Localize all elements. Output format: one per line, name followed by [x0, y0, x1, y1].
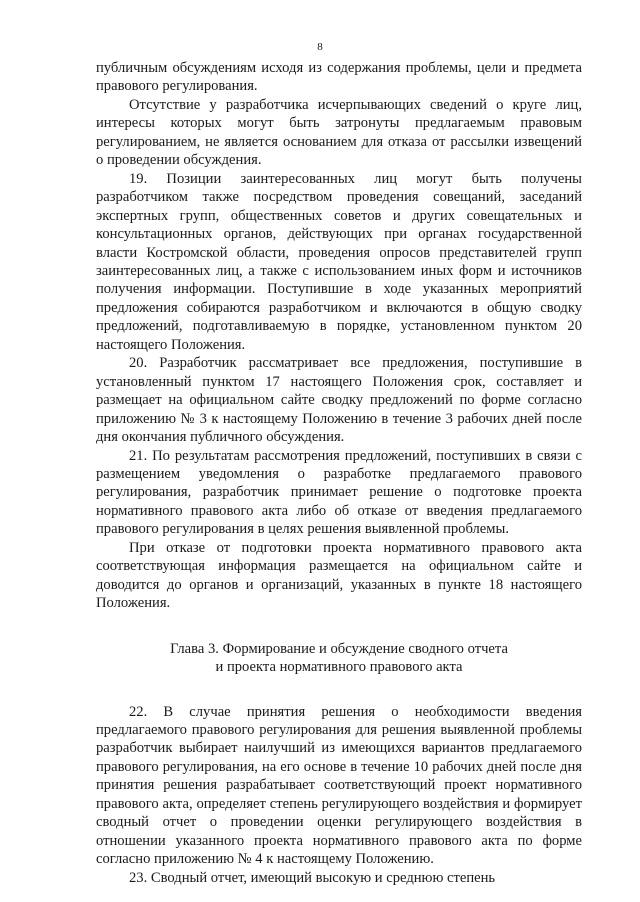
paragraph-item-22: 22. В случае принятия решения о необходимости введения предлагаемого правового регулирования для решения выявленной проблемы разработчик выбирает наилучший из имеющихся вариантов предлагаемого правового регулирования, на его основе в течение 10 рабочих дней после дня принятия решения разрабатывает соответствующий проект нормативного правового акта, определяет степень регулирующего воздействия и формирует сводный отчет о проведении оценки регулирующего воздействия в отношении указанного проекта нормативного правового акта по форме согласно приложению № 4 к настоящему Положению.: [96, 703, 582, 868]
chapter-heading: [96, 640, 582, 677]
paragraph-item-19: 19. Позиции заинтересованных лиц могут быть получены разработчиком также посредством проведения совещаний, заседаний экспертных групп, общественных советов и других совещательных и консультационных органов, действующих при органах государственной власти Костромской области, проведения опросов представителей групп заинтересованных лиц, а также с использованием иных форм и источников получения информации. Поступившие в ходе указанных мероприятий предложения собираются разработчиком и включаются в общую сводку предложений, подготавливаемую в порядке, установленном пунктом 20 настоящего Положения.: [96, 170, 582, 353]
paragraph: публичным обсуждениям исходя из содержания проблемы, цели и предмета правового регулирования.: [96, 60, 582, 95]
page-number: 8: [317, 41, 323, 53]
paragraph: При отказе от подготовки проекта нормативного правового акта соответствующая информация размещается на официальном сайте и доводится до органов и организаций, указанных в пункте 18 настоящего Положения.: [96, 539, 582, 612]
chapter-heading-line-1: Глава 3. Формирование и обсуждение сводного отчета: [170, 640, 508, 657]
paragraph-item-20: 20. Разработчик рассматривает все предложения, поступившие в установленный пунктом 17 настоящего Положения срок, составляет и размещает на официальном сайте сводку предложений по форме согласно приложению № 3 к настоящему Положению в течение 3 рабочих дней после дня окончания публичного обсуждения.: [96, 355, 582, 446]
document-body: [96, 59, 582, 887]
paragraph-item-23: 23. Сводный отчет, имеющий высокую и среднюю степень: [129, 869, 496, 886]
chapter-heading-line-2: и проекта нормативного правового акта: [215, 659, 463, 676]
paragraph-item-21: 21. По результатам рассмотрения предложений, поступивших в связи с размещением уведомления о разработке предлагаемого правового регулирования, разработчик принимает решение о подготовке проекта нормативного правового акта либо об отказе от введения предлагаемого правового регулирования в целях решения выявленной проблемы.: [96, 447, 582, 538]
paragraph: Отсутствие у разработчика исчерпывающих сведений о круге лиц, интересы которых могут быть затронуты предлагаемым правовым регулированием, не является основанием для отказа от рассылки извещений о проведении обсуждения.: [96, 96, 582, 169]
